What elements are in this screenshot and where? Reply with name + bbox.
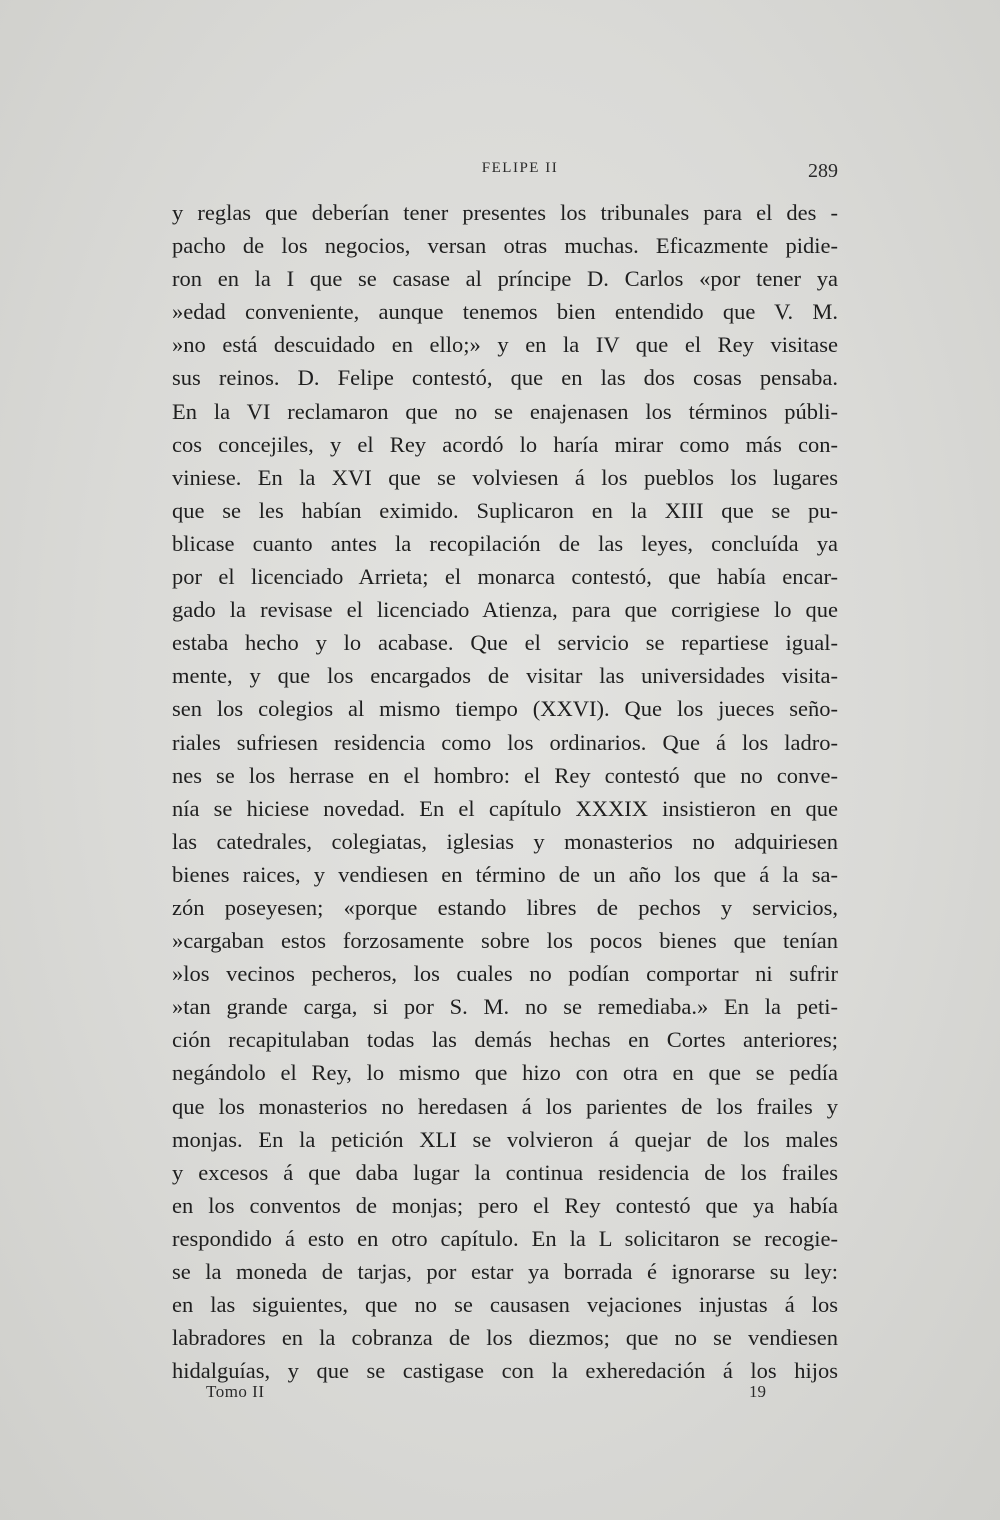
body-text bbox=[172, 196, 838, 1387]
text-line: sus reinos. D. Felipe contestó, que en las dos cosas pensaba. bbox=[172, 365, 838, 391]
text-line: nía se hiciese novedad. En el capítulo XXXIX insistieron en que bbox=[172, 795, 838, 821]
text-line: hidalguías, y que se castigase con la exheredación á los hijos bbox=[172, 1358, 838, 1384]
running-head: FELIPE II bbox=[481, 160, 559, 176]
text-line: cos concejiles, y el Rey acordó lo haría mirar como más con- bbox=[172, 431, 838, 457]
text-line: »no está descuidado en ello;» y en la IV que el Rey visitase bbox=[172, 332, 838, 358]
text-line: »tan grande carga, si por S. M. no se remediaba.» En la peti- bbox=[172, 994, 838, 1020]
text-line: zón poseyesen; «porque estando libres de pechos y servicios, bbox=[172, 894, 838, 920]
text-line: nes se los herrase en el hombro: el Rey contestó que no conve- bbox=[172, 762, 838, 788]
text-line: se la moneda de tarjas, por estar ya borrada é ignorarse su ley: bbox=[172, 1259, 838, 1284]
signature-mark: 19 bbox=[749, 1382, 766, 1401]
text-line: »los vecinos pecheros, los cuales no podían comportar ni sufrir bbox=[172, 961, 838, 987]
text-line: que se les habían eximido. Suplicaron en la XIII que se pu- bbox=[172, 497, 838, 523]
volume-label: Tomo II bbox=[206, 1382, 265, 1401]
page-number: 289 bbox=[808, 160, 838, 182]
text-line: En la VI reclamaron que no se enajenasen los términos públi- bbox=[172, 398, 838, 424]
text-line: las catedrales, colegiatas, iglesias y monasterios no adquiriesen bbox=[172, 828, 838, 854]
text-line: y reglas que deberían tener presentes los tribunales para el des - bbox=[172, 200, 838, 225]
text-line: estaba hecho y lo acabase. Que el servicio se repartiese igual- bbox=[172, 630, 838, 656]
text-line: negándolo el Rey, lo mismo que hizo con otra en que se pedía bbox=[172, 1060, 838, 1086]
text-line: blicase cuanto antes la recopilación de las leyes, concluída ya bbox=[172, 530, 838, 556]
text-line: y excesos á que daba lugar la continua residencia de los frailes bbox=[172, 1159, 838, 1185]
text-line: ron en la I que se casase al príncipe D. Carlos «por tener ya bbox=[172, 266, 838, 292]
text-line: sen los colegios al mismo tiempo (XXVI). Que los jueces seño- bbox=[172, 696, 838, 722]
text-line: »cargaban estos forzosamente sobre los pocos bienes que tenían bbox=[172, 928, 838, 954]
text-line: viniese. En la XVI que se volviesen á los pueblos los lugares bbox=[172, 464, 838, 490]
text-line: pacho de los negocios, versan otras muchas. Eficazmente pidie- bbox=[172, 233, 838, 259]
text-line: riales sufriesen residencia como los ordinarios. Que á los ladro- bbox=[172, 729, 838, 755]
text-line: en los conventos de monjas; pero el Rey contestó que ya había bbox=[172, 1192, 838, 1218]
page-header bbox=[172, 160, 838, 190]
text-line: monjas. En la petición XLI se volvieron á quejar de los males bbox=[172, 1126, 838, 1152]
text-line: gado la revisase el licenciado Atienza, para que corrigiese lo que bbox=[172, 597, 838, 623]
text-line: ción recapitulaban todas las demás hechas en Cortes anteriores; bbox=[172, 1027, 838, 1053]
text-line: en las siguientes, que no se causasen vejaciones injustas á los bbox=[172, 1292, 838, 1318]
text-line: mente, y que los encargados de visitar las universidades visita- bbox=[172, 663, 838, 689]
text-line: bienes raices, y vendiesen en término de un año los que á la sa- bbox=[172, 861, 838, 887]
text-line: por el licenciado Arrieta; el monarca contestó, que había encar- bbox=[172, 564, 838, 590]
text-line: »edad conveniente, aunque tenemos bien entendido que V. M. bbox=[172, 299, 838, 325]
text-line: que los monasterios no heredasen á los parientes de los frailes y bbox=[172, 1093, 838, 1119]
text-line: respondido á esto en otro capítulo. En la L solicitaron se recogie- bbox=[172, 1225, 838, 1251]
page-footer bbox=[206, 1382, 766, 1410]
text-line: labradores en la cobranza de los diezmos; que no se vendiesen bbox=[172, 1325, 838, 1351]
